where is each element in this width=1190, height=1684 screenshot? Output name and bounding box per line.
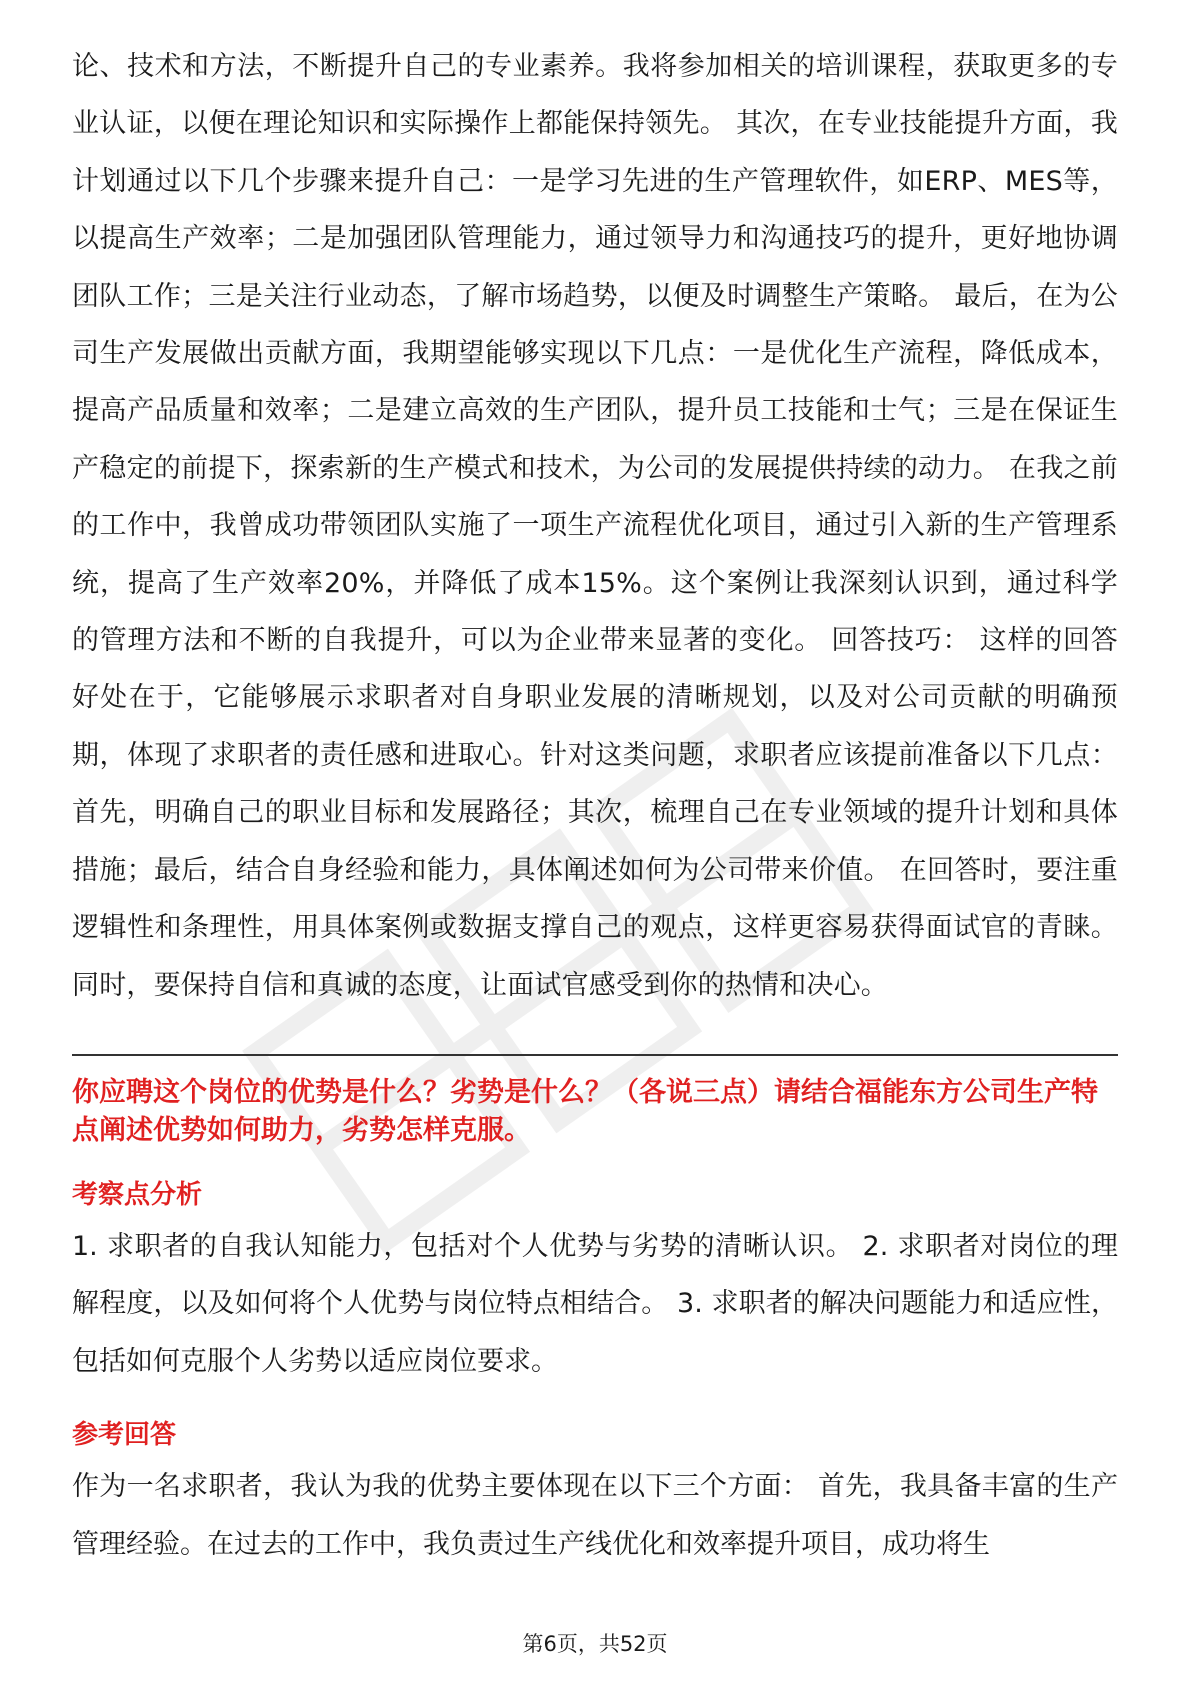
- analysis-heading: 考察点分析: [72, 1179, 203, 1210]
- question-title: 你应聘这个岗位的优势是什么？劣势是什么？（各说三点）请结合福能东方公司生产特点阐述优势如何助力，劣势怎样克服。: [72, 1076, 1098, 1146]
- continuation-paragraph: 论、技术和方法，不断提升自己的专业素养。我将参加相关的培训课程，获取更多的专业认证，以便在理论知识和实际操作上都能保持领先。 其次，在专业技能提升方面，我计划通过以下几个步骤来提升自己：一是学习先进的生产管理软件，如ERP、MES等，以提高生产效率；二是加强团队管理能力，通过领导力和沟通技巧的提升，更好地协调团队工作；三是关注行业动态，了解市场趋势，以便及时调整生产策略。 最后，在为公司生产发展做出贡献方面，我期望能够实现以下几点：一是优化生产流程，降低成本，提高产品质量和效率；二是建立高效的生产团队，提升员工技能和士气；三是在保证生产稳定的前提下，探索新的生产模式和技术，为公司的发展提供持续的动力。 在我之前的工作中，我曾成功带领团队实施了一项生产流程优化项目，通过引入新的生产管理系统，提高了生产效率20%，并降低了成本15%。这个案例让我深刻认识到，通过科学的管理方法和不断的自我提升，可以为企业带来显著的变化。 回答技巧： 这样的回答好处在于，它能够展示求职者对自身职业发展的清晰规划，以及对公司贡献的明确预期，体现了求职者的责任感和进取心。针对这类问题，求职者应该提前准备以下几点：首先，明确自己的职业目标和发展路径；其次，梳理自己在专业领域的提升计划和具体措施；最后，结合自身经验和能力，具体阐述如何为公司带来价值。 在回答时，要注重逻辑性和条理性，用具体案例或数据支撑自己的观点，这样更容易获得面试官的青睐。同时，要保持自信和真诚的态度，让面试官感受到你的热情和决心。: [72, 51, 1118, 1001]
- section-divider: [72, 1054, 1118, 1056]
- reference-answer-text: 作为一名求职者，我认为我的优势主要体现在以下三个方面： 首先，我具备丰富的生产管理经验。在过去的工作中，我负责过生产线优化和效率提升项目，成功将生: [72, 1471, 1118, 1560]
- page-content: [72, 38, 1118, 1573]
- page-number-footer: 第6页，共52页: [522, 1632, 668, 1656]
- analysis-text: 1. 求职者的自我认知能力，包括对个人优势与劣势的清晰认识。 2. 求职者对岗位的理解程度，以及如何将个人优势与岗位特点相结合。 3. 求职者的解决问题能力和适应性，包括如何克服个人劣势以适应岗位要求。: [72, 1230, 1118, 1377]
- reference-heading: 参考回答: [72, 1420, 177, 1451]
